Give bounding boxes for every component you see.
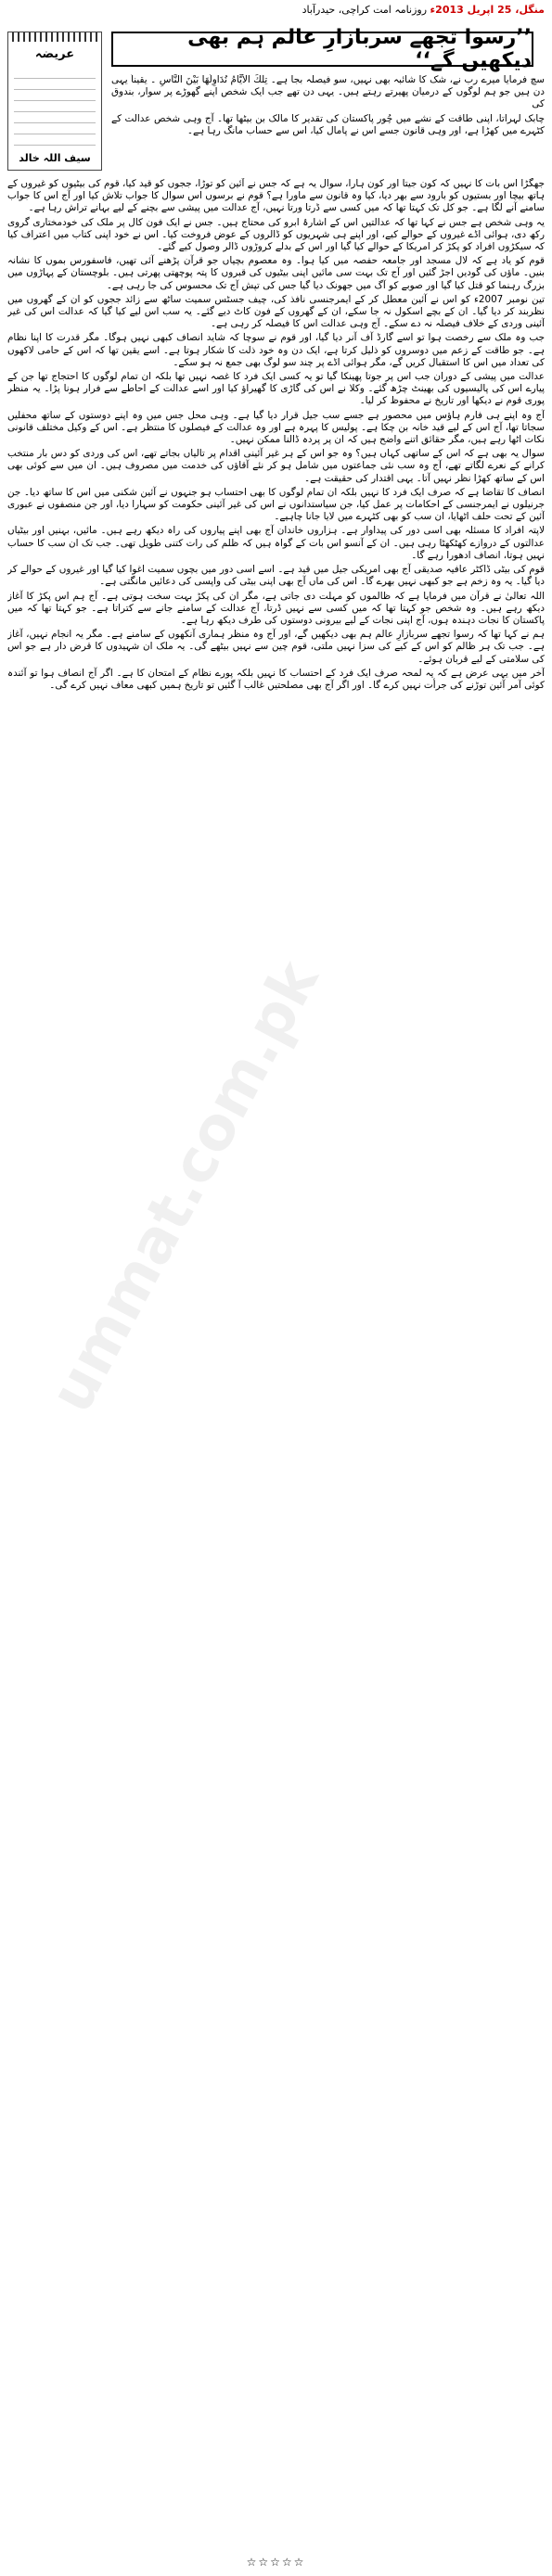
article-paragraph: ہم نے کہا تھا کہ رسوا تجھے سربازارِ عالم ہم بھی دیکھیں گے، اور آج وہ منظر ہماری آنکھوں کے سامنے ہے۔ مگر یہ انجام نہیں، آغاز ہے۔ جب تک ہر ظالم کو اس کے کیے کی سزا نہیں ملتی، قوم چین سے نہیں بیٹھے گی۔ یہ ملک ان شہیدوں کا قرض دار ہے جو اس کی سلامتی کے لیے قربان ہوئے۔ [7,629,545,665]
end-of-article-stars: ☆☆☆☆☆ [246,2556,306,2569]
article-paragraph: قوم کی بیٹی ڈاکٹر عافیہ صدیقی آج بھی امریکی جیل میں قید ہے۔ اسے اسی دور میں بچوں سمیت اغوا کیا گیا اور غیروں کے حوالے کر دیا گیا۔ یہ وہ زخم ہے جو کبھی نہیں بھرے گا۔ اس کی ماں آج بھی اپنی بیٹی کی واپسی کی دعائیں مانگتی ہے۔ [7,564,545,588]
article-paragraph: سچ فرمایا میرے رب نے، شک کا شائبہ بھی نہیں، سو فیصلہ بجا ہے۔ تِلْكَ الْأَيَّامُ نُدَاوِلُهَا بَيْنَ النَّاسِ ۔ یقیناً یہی دن ہیں جو ہم لوگوں کے درمیان پھیرتے رہتے ہیں۔ یہی دن تھے جب ایک شخص اپنے گھوڑے پر سوار، بندوق کی [111,74,545,110]
spiral-rings-icon [12,32,97,42]
notepad-lines [14,68,96,146]
article-headline: ’’رسوا تجھے سربازارِ عالم ہم بھی دیکھیں گے‘‘ [111,32,533,67]
article-paragraph: سوال یہ بھی ہے کہ اس کے ساتھی کہاں ہیں؟ وہ جو اس کے ہر غیر آئینی اقدام پر تالیاں بجاتے تھے، اس کی وردی کو دس بار منتخب کرانے کے نعرے لگاتے تھے، آج وہ سب نئی جماعتوں میں شامل ہو کر نئے آقاؤں کی خدمت میں مصروف ہیں۔ ان میں سے کوئی بھی اس کے ساتھ کھڑا نظر نہیں آتا۔ یہی اقتدار کی حقیقت ہے۔ [7,448,545,484]
article-paragraph: قوم کو یاد ہے کہ لال مسجد اور جامعہ حفصہ میں کیا ہوا۔ وہ معصوم بچیاں جو قرآن پڑھنے آئی تھیں، فاسفورس بموں کا نشانہ بنیں۔ ماؤں کی گودیں اجڑ گئیں اور آج تک بہت سی مائیں اپنی بیٹیوں کی قبروں کا پتہ پوچھتی پھرتی ہیں۔ بلوچستان کے پہاڑوں میں بزرگ رہنما کو قتل کیا گیا اور صوبے کو آگ میں جھونک دیا گیا جس کی تپش آج تک محسوس کی جا رہی ہے۔ [7,255,545,291]
article-paragraph: آج وہ اپنے ہی فارم ہاؤس میں محصور ہے جسے سب جیل قرار دیا گیا ہے۔ وہی محل جس میں وہ اپنے دوستوں کے ساتھ محفلیں سجاتا تھا، آج اس کے لیے قید خانہ بن چکا ہے۔ پولیس کا پہرہ ہے اور وہ عدالت کے فیصلوں کا منتظر ہے۔ اس کے وکیل مختلف قانونی نکات اٹھا رہے ہیں، مگر حقائق اتنے واضح ہیں کہ ان پر پردہ ڈالنا ممکن نہیں۔ [7,409,545,446]
article-paragraph: عدالت میں پیشی کے دوران جب اس پر جوتا پھینکا گیا تو یہ کسی ایک فرد کا غصہ نہیں تھا بلکہ ان تمام لوگوں کا احتجاج تھا جن کے پیارے اس کی پالیسیوں کی بھینٹ چڑھ گئے۔ وکلا نے اس کی گاڑی کا گھیراؤ کیا اور اسے عدالت کے احاطے سے فرار ہونا پڑا۔ یہ منظر پوری قوم نے دیکھا اور تاریخ نے محفوظ کر لیا۔ [7,371,545,407]
article-paragraph: اللہ تعالیٰ نے قرآن میں فرمایا ہے کہ ظالموں کو مہلت دی جاتی ہے، مگر ان کی پکڑ بہت سخت ہوتی ہے۔ آج ہم اس پکڑ کا آغاز دیکھ رہے ہیں۔ وہ شخص جو کہتا تھا کہ میں کسی سے نہیں ڈرتا، آج عدالت کے سامنے جانے سے کتراتا ہے۔ جو کہتا تھا کہ میں پاکستان کا نجات دہندہ ہوں، آج اپنی نجات کے لیے بیرونی دوستوں کی طرف دیکھ رہا ہے۔ [7,590,545,626]
article-paragraph: آخر میں یہی عرض ہے کہ یہ لمحہ صرف ایک فرد کے احتساب کا نہیں بلکہ پورے نظام کے امتحان کا ہے۔ اگر آج انصاف ہوا تو آئندہ کوئی آمر آئین توڑنے کی جرأت نہیں کرے گا۔ اور اگر آج بھی مصلحتیں غالب آ گئیں تو تاریخ ہمیں کبھی معاف نہیں کرے گی۔ [7,667,545,691]
article-paragraph: جھگڑا اس بات کا نہیں کہ کون جیتا اور کون ہارا، سوال یہ ہے کہ جس نے آئین کو توڑا، ججوں کو قید کیا، قوم کی بیٹیوں کو غیروں کے ہاتھ بیچا اور بستیوں کو بارود سے بھر دیا، کیا وہ قانون سے ماورا ہے؟ قوم نے برسوں اس سوال کا جواب تلاش کیا اور آج اس کا جواب سامنے آنے لگا ہے۔ جو کل تک کہتا تھا کہ میں کسی سے ڈرتا ورتا نہیں، آج عدالت میں پیشی سے بچنے کے لیے بہانے تراش رہا ہے۔ [7,178,545,214]
column-notepad-graphic [7,32,102,171]
article-paragraph: جب وہ ملک سے رخصت ہوا تو اسے گارڈ آف آنر دیا گیا، اور قوم نے سوچا کہ شاید انصاف کبھی نہیں ہوگا۔ مگر قدرت کا اپنا نظام ہے۔ جو طاقت کے زعم میں دوسروں کو ذلیل کرتا ہے، ایک دن وہ خود ذلت کا شکار ہوتا ہے۔ اسے یقین تھا کہ اس کے حامی لاکھوں کی تعداد میں اس کا استقبال کریں گے، مگر ہوائی اڈے پر چند سو لوگ بھی جمع نہ ہو سکے۔ [7,332,545,368]
article-intro [111,74,545,174]
article-paragraph: تین نومبر 2007ء کو اس نے آئین معطل کر کے ایمرجنسی نافذ کی، چیف جسٹس سمیت ساٹھ سے زائد ججوں کو ان کے گھروں میں نظربند کر دیا گیا۔ ان کے بچے اسکول نہ جا سکے، ان کے گھروں کے فون کاٹ دیے گئے۔ یہ سب اس لیے کیا گیا کہ عدالت اس کی غیر آئینی وردی کے خلاف فیصلہ نہ دے سکے۔ آج وہی عدالت اس کا فیصلہ کر رہی ہے۔ [7,293,545,330]
article-paragraph: چابک لہراتا، اپنی طاقت کے نشے میں چُور پاکستان کی تقدیر کا مالک بن بیٹھا تھا۔ آج وہی شخص عدالت کے کٹہرے میں کھڑا ہے، اور وہی قانون جسے اس نے پامال کیا، اس سے حساب مانگ رہا ہے۔ [111,112,545,136]
column-author: سیف اللہ خالد [19,152,91,164]
site-watermark: ummat.com.pk [37,950,333,1423]
publication-header [7,4,545,17]
column-title: عریضہ [34,47,75,61]
article-paragraph: یہ وہی شخص ہے جس نے کہا تھا کہ عدالتیں اس کے اشارۂ ابرو کی محتاج ہیں۔ جس نے ایک فون کال پر ملک کی خودمختاری گروی رکھ دی، ہوائی اڈے غیروں کے حوالے کیے، اور اپنے ہی شہریوں کو ڈالروں کے عوض فروخت کیا۔ اس نے خود اپنی کتاب میں اعتراف کیا کہ سیکڑوں افراد کو پکڑ کر امریکا کے حوالے کیا گیا اور اس کے بدلے کروڑوں ڈالر وصول کیے گئے۔ [7,216,545,253]
article-body [7,178,545,2533]
article-paragraph: انصاف کا تقاضا ہے کہ صرف ایک فرد کا نہیں بلکہ ان تمام لوگوں کا بھی احتساب ہو جنہوں نے آئین شکنی میں اس کا ساتھ دیا۔ جن جرنیلوں نے ایمرجنسی کے احکامات پر عمل کیا، جن سیاستدانوں نے اس کی غیر آئینی حکومت کو سہارا دیا، اور جن منصفوں نے عبوری آئین کے تحت حلف اٹھایا، ان سب کو بھی کٹہرے میں لایا جانا چاہیے۔ [7,486,545,523]
article-paragraph: لاپتہ افراد کا مسئلہ بھی اسی دور کی پیداوار ہے۔ ہزاروں خاندان آج بھی اپنے پیاروں کی راہ دیکھ رہے ہیں۔ مائیں، بہنیں اور بیٹیاں عدالتوں کے دروازے کھٹکھٹا رہی ہیں۔ ان کے آنسو اس بات کے گواہ ہیں کہ ظلم کی رات کتنی طویل تھی۔ جب تک ان سب کا حساب نہیں ہوتا، انصاف ادھورا رہے گا۔ [7,525,545,561]
publication-date: ﻣﻨﮕﻞ، 25 اپریل 2013ء [430,4,545,16]
publication-source: روزنامہ امت کراچی، حیدرآباد [302,4,428,16]
